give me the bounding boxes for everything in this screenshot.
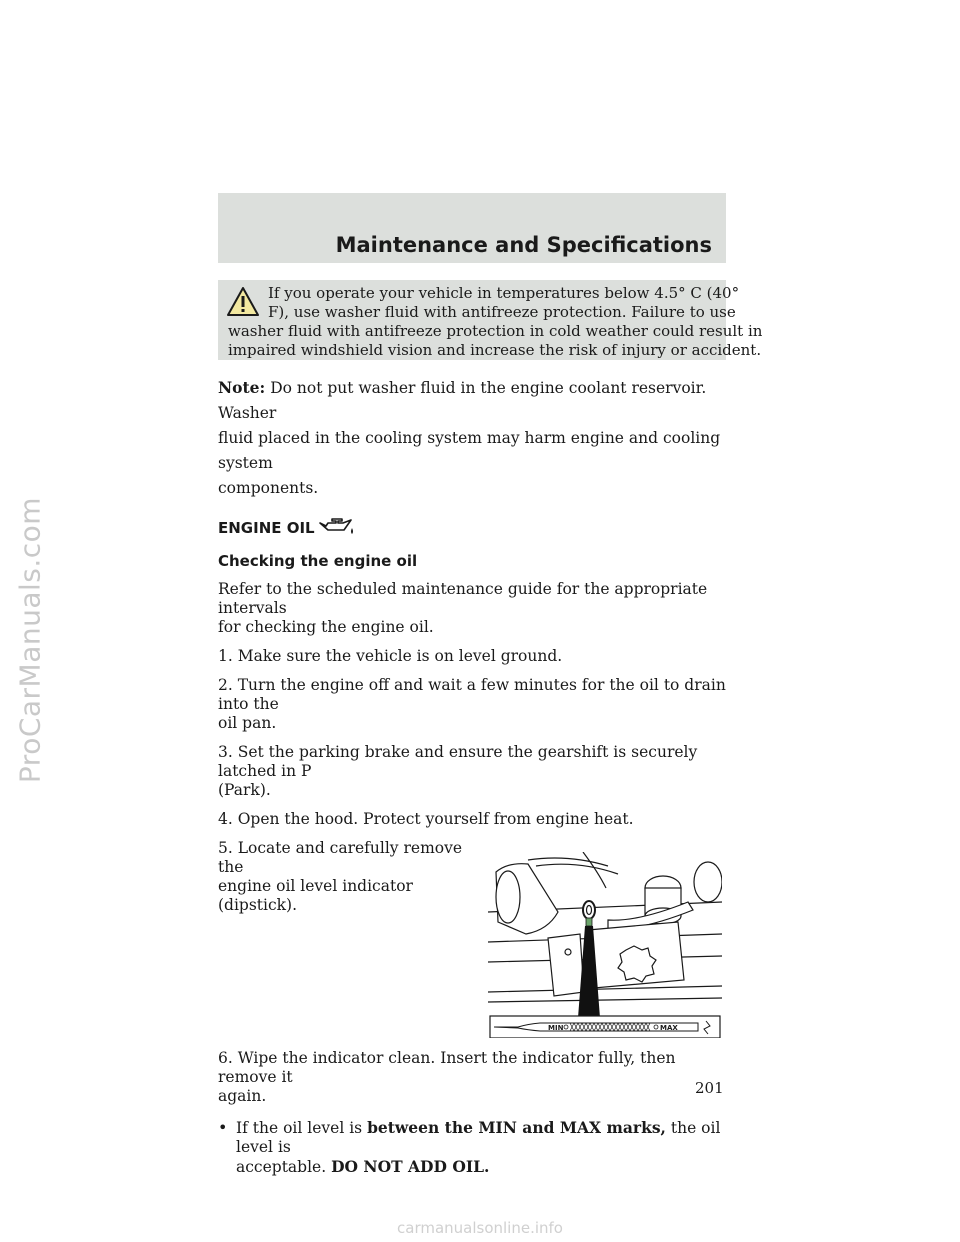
page-number: 201 [695,1079,724,1097]
engine-dipstick-illustration [488,852,722,1038]
step-1: 1. Make sure the vehicle is on level ground. [218,647,563,665]
footer-site: carmanualsonline.info [397,1219,563,1237]
step-line: oil pan. [218,714,277,732]
subsection-heading: Checking the engine oil [218,552,418,570]
bullet-item [218,1118,730,1177]
step-line: engine oil level indicator (dipstick). [218,877,413,914]
warning-line: If you operate your vehicle in temperatures below 4.5° C (40° [268,284,740,302]
intro-line: for checking the engine oil. [218,618,434,636]
step-2 [218,676,730,733]
bullet-text-part: acceptable. [236,1158,332,1176]
min-mark-label: MIN [548,1024,564,1032]
step-line: 2. Turn the engine off and wait a few minutes for the oil to drain into the [218,676,726,713]
oil-can-icon [317,517,355,539]
bullet-text [236,1118,730,1177]
warning-box [218,280,763,360]
max-mark-label: MAX [660,1024,678,1032]
warning-text [228,284,763,360]
warning-line: F), use washer fluid with antifreeze protection. Failure to use [268,303,736,321]
watermark-text: ProCarManuals.com [13,496,47,784]
note-label: Note: [218,378,266,397]
header-band [218,193,726,263]
step-5 [218,839,478,915]
step-4: 4. Open the hood. Protect yourself from engine heat. [218,810,634,828]
main-content [218,375,730,1177]
warning-line: impaired windshield vision and increase the risk of injury or accident. [228,341,762,359]
warning-line: washer fluid with antifreeze protection in cold weather could result in [228,322,763,340]
bullet-bold: DO NOT ADD OIL. [331,1157,490,1176]
bullet-bold: between the MIN and MAX marks, [367,1118,666,1137]
intro-paragraph [218,580,730,637]
bullet-text-part: If the oil level is [236,1119,368,1137]
step-line: 3. Set the parking brake and ensure the gearshift is securely latched in P [218,743,698,780]
note-line: Do not put washer fluid in the engine coolant reservoir. Washer [218,379,707,422]
intro-line: Refer to the scheduled maintenance guide for the appropriate intervals [218,580,708,617]
side-watermark [0,380,60,900]
step-3 [218,743,730,800]
step-line: again. [218,1087,267,1105]
step-line: 6. Wipe the indicator clean. Insert the indicator fully, then remove it [218,1049,676,1086]
section-heading [218,517,730,539]
step-line: 5. Locate and carefully remove the [218,839,463,876]
note-paragraph [218,375,730,501]
step-6 [218,1049,730,1106]
step-5-block [218,839,730,1039]
note-line: fluid placed in the cooling system may harm engine and cooling system [218,429,721,472]
section-title: ENGINE OIL [218,519,315,537]
page-title: Maintenance and Specifications [335,233,712,257]
bullet-dot: • [218,1118,228,1137]
bullet-text-part: the oil level is [236,1119,721,1156]
step-line: (Park). [218,781,271,799]
note-line: components. [218,479,319,497]
